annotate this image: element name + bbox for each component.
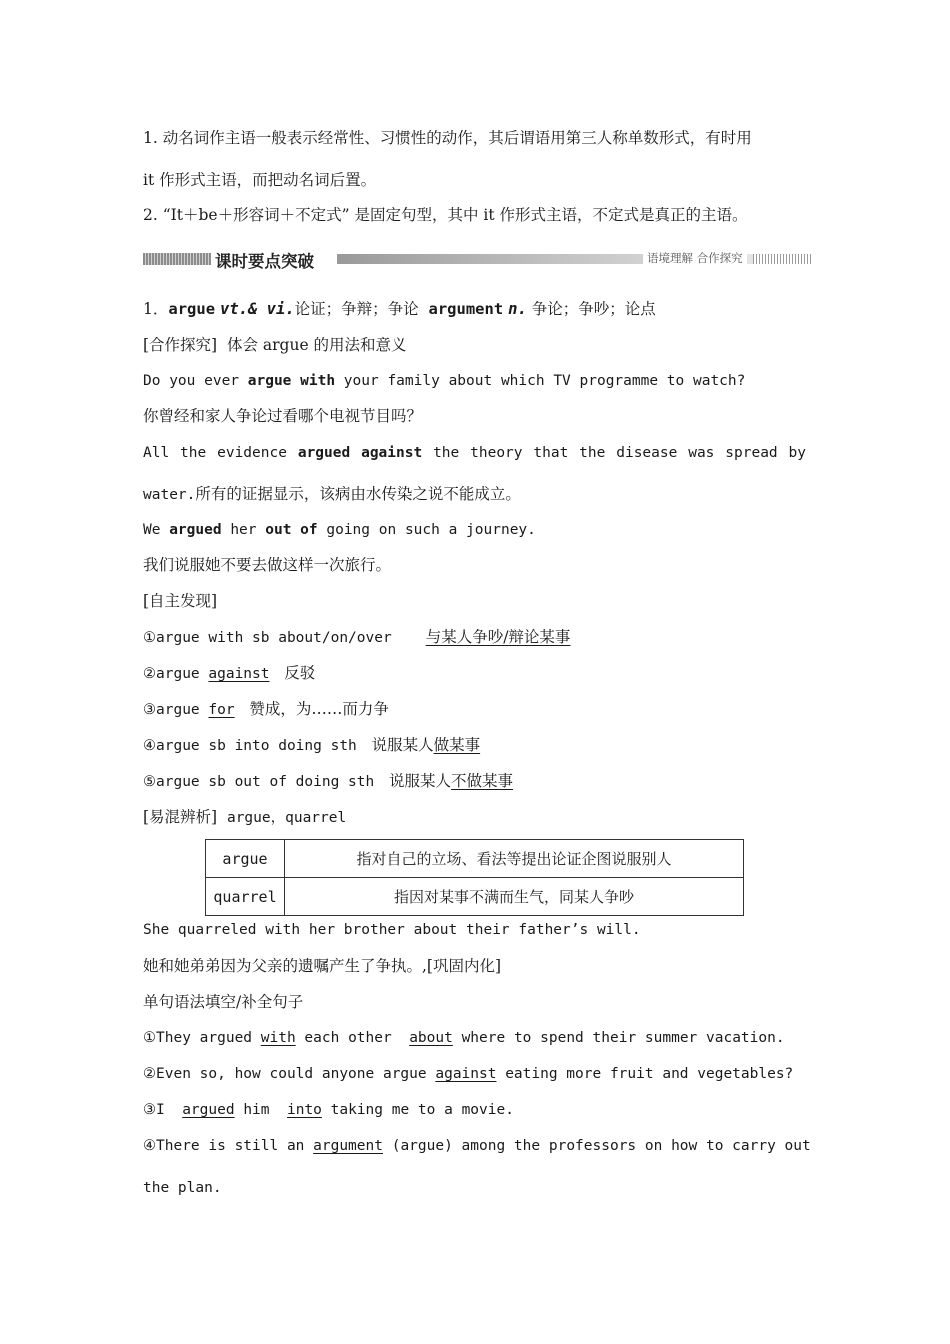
example-2-part-c: the theory that the disease was spread by bbox=[433, 445, 806, 461]
example-2 bbox=[143, 443, 806, 463]
banner-title: 课时要点突破 bbox=[215, 252, 314, 271]
point-1-answer: 与某人争吵/辩论某事 bbox=[425, 628, 571, 646]
q3-part-e: taking me to a movie. bbox=[321, 1102, 514, 1118]
practice-question-3 bbox=[143, 1100, 514, 1120]
confuse-example: She quarreled with her brother about their father’s will. bbox=[143, 922, 641, 938]
example-2-line-2 bbox=[143, 484, 521, 505]
headword: argue bbox=[168, 300, 216, 318]
example-1 bbox=[143, 371, 745, 391]
headword-meaning: 论证；争辩；争论 bbox=[294, 300, 419, 318]
item-1-heading bbox=[143, 299, 656, 319]
discover-point-1 bbox=[143, 627, 570, 648]
banner-tag: 语境理解 合作探究 bbox=[643, 250, 747, 266]
practice-question-1 bbox=[143, 1028, 785, 1048]
example-3-part-a: We bbox=[143, 522, 170, 538]
discover-point-5 bbox=[143, 771, 513, 792]
q1-part-e: where to spend their summer vacation. bbox=[452, 1030, 785, 1046]
example-1-part-a: Do you ever bbox=[143, 373, 248, 389]
discover-point-3 bbox=[143, 699, 389, 720]
explore-heading bbox=[143, 335, 407, 355]
practice-question-4-line-2: the plan. bbox=[143, 1180, 222, 1196]
q3-part-a: ③I bbox=[143, 1102, 174, 1118]
point-3-meaning: 赞成，为……而力争 bbox=[249, 700, 389, 718]
point-4-answer: 做某事 bbox=[433, 736, 481, 754]
table-cell-definition: 指因对某事不满而生气，同某人争吵 bbox=[285, 878, 744, 916]
q1-answer-2: about bbox=[409, 1030, 453, 1046]
confuse-heading bbox=[143, 807, 346, 828]
confuse-label: [易混辨析] bbox=[143, 808, 218, 826]
point-2-meaning: 反驳 bbox=[284, 664, 316, 682]
practice-question-4 bbox=[143, 1136, 811, 1156]
example-3-part-c: her bbox=[221, 522, 266, 538]
example-3-part-e: going on such a journey. bbox=[317, 522, 536, 538]
point-4-meaning: 说服某人 bbox=[371, 736, 434, 754]
discover-point-2 bbox=[143, 663, 315, 684]
practice-question-2 bbox=[143, 1064, 793, 1084]
explore-text: 体会 argue 的用法和意义 bbox=[226, 336, 407, 354]
table-row bbox=[206, 878, 744, 916]
q2-answer: against bbox=[435, 1066, 497, 1082]
point-5-meaning: 说服某人 bbox=[389, 772, 452, 790]
point-2-phrase: ②argue bbox=[143, 666, 209, 682]
q1-part-c: each other bbox=[295, 1030, 401, 1046]
table-cell-word: quarrel bbox=[206, 878, 285, 916]
example-2-translation: 所有的证据显示，该病由水传染之说不能成立。 bbox=[195, 485, 521, 503]
q3-answer-1: argued bbox=[182, 1102, 235, 1118]
q2-part-a: ②Even so, how could anyone argue bbox=[143, 1066, 436, 1082]
point-5-answer: 不做某事 bbox=[451, 772, 514, 790]
q4-part-c: (argue) among the professors on how to carry out bbox=[391, 1138, 811, 1154]
point-2-answer: against bbox=[208, 666, 270, 682]
banner-end-bar bbox=[753, 254, 813, 264]
q3-part-c: him bbox=[234, 1102, 279, 1118]
note-1-line-2: it 作形式主语，而把动名词后置。 bbox=[143, 171, 377, 189]
example-3-keyword-1: argued bbox=[169, 522, 222, 538]
table-cell-definition: 指对自己的立场、看法等提出论证企图说服别人 bbox=[285, 840, 744, 878]
noun-form: argument bbox=[428, 300, 504, 318]
comparison-table bbox=[205, 839, 744, 916]
point-5-phrase: ⑤argue sb out of doing sth bbox=[143, 774, 375, 790]
point-4-phrase: ④argue sb into doing sth bbox=[143, 738, 357, 754]
practice-title: 单句语法填空/补全句子 bbox=[143, 993, 304, 1011]
noun-pos: n. bbox=[508, 300, 527, 318]
q3-answer-2: into bbox=[286, 1102, 322, 1118]
example-2-keyword: argued against bbox=[297, 445, 423, 461]
example-2-part-a: All the evidence bbox=[143, 445, 287, 461]
note-1-line-1: 1. 动名词作主语一般表示经常性、习惯性的动作，其后谓语用第三人称单数形式，有时用 bbox=[143, 129, 752, 147]
example-3-translation: 我们说服她不要去做这样一次旅行。 bbox=[143, 556, 392, 574]
example-1-part-c: your family about which TV programme to watch? bbox=[335, 373, 746, 389]
headword-pos: vt.& vi. bbox=[219, 300, 295, 318]
example-1-keyword: argue with bbox=[247, 373, 336, 389]
table-cell-word: argue bbox=[206, 840, 285, 878]
q1-answer-1: with bbox=[260, 1030, 296, 1046]
q4-part-a: ④There is still an bbox=[143, 1138, 305, 1154]
q4-answer: argument bbox=[313, 1138, 383, 1154]
point-3-phrase: ③argue bbox=[143, 702, 209, 718]
discover-label: [自主发现] bbox=[143, 592, 218, 610]
example-3-keyword-2: out of bbox=[265, 522, 318, 538]
discover-point-4 bbox=[143, 735, 480, 756]
confuse-example-translation: 她和她弟弟因为父亲的遗嘱产生了争执。,[巩固内化] bbox=[143, 957, 502, 975]
example-1-translation: 你曾经和家人争论过看哪个电视节目吗？ bbox=[143, 407, 423, 425]
example-2-part-d: water. bbox=[143, 487, 196, 503]
confuse-text: argue，quarrel bbox=[226, 810, 347, 826]
explore-label: [合作探究] bbox=[143, 336, 218, 354]
item-number: 1． bbox=[143, 300, 169, 318]
q2-part-c: eating more fruit and vegetables? bbox=[496, 1066, 794, 1082]
noun-meaning: 争论；争吵；论点 bbox=[531, 300, 656, 318]
banner-left-bar bbox=[143, 253, 211, 265]
section-banner bbox=[143, 248, 813, 270]
table-row bbox=[206, 840, 744, 878]
note-2: 2. “It＋be＋形容词＋不定式” 是固定句型，其中 it 作形式主语，不定式是真正的主语。 bbox=[143, 206, 748, 224]
q1-part-a: ①They argued bbox=[143, 1030, 261, 1046]
point-1-phrase: ①argue with sb about/on/over bbox=[143, 630, 392, 646]
point-3-answer: for bbox=[208, 702, 235, 718]
example-3 bbox=[143, 520, 536, 540]
